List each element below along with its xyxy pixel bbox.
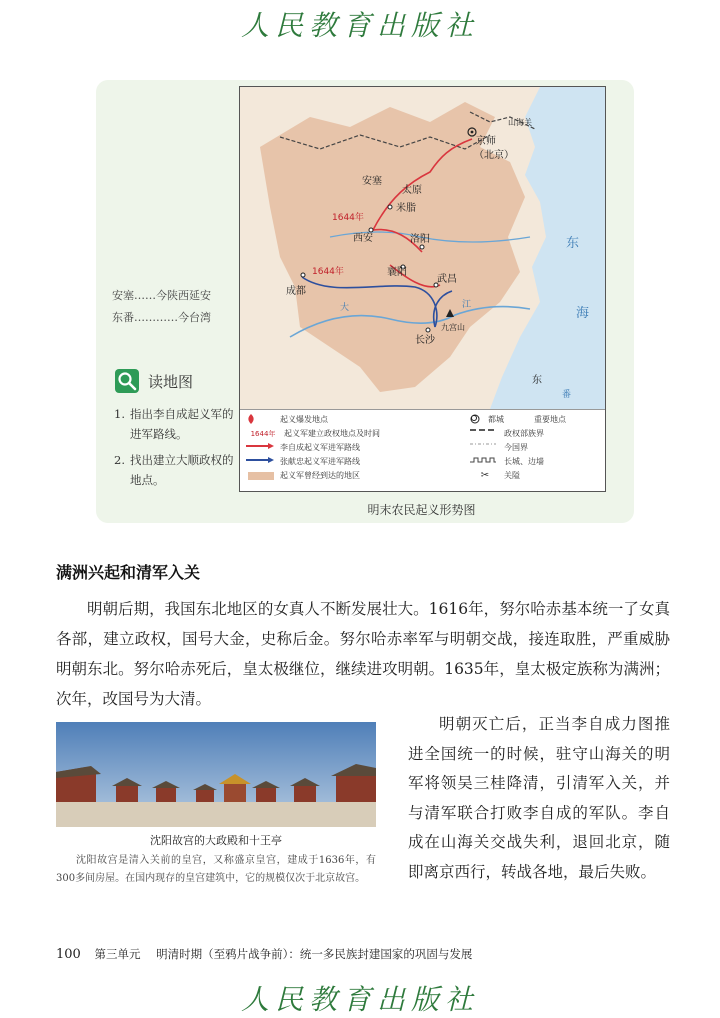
pass-icon: ✂ bbox=[480, 470, 490, 481]
city-icon bbox=[516, 415, 530, 425]
map-label-dong: 东 bbox=[566, 236, 580, 251]
red-arrow-icon bbox=[246, 443, 276, 453]
city-marker bbox=[420, 245, 424, 249]
city-marker bbox=[369, 228, 373, 232]
wall-icon bbox=[470, 457, 500, 467]
section-title: 满洲兴起和清军入关 bbox=[56, 563, 201, 582]
map-label-ansai: 安塞 bbox=[362, 176, 382, 187]
paragraph-2: 明朝灭亡后，正当李自成力图推进全国统一的时候，驻守山海关的明军将领吴三桂降清，引清军入关，并与清军联合打败李自成的军队。李自成在山海关交战失利，退回北京，随即离京西行，转战各地，最后失败。 bbox=[408, 715, 670, 881]
read-map-heading bbox=[114, 368, 193, 394]
photo-caption: 沈阳故宫的大政殿和十王亭 bbox=[150, 834, 282, 847]
map-legend bbox=[240, 409, 605, 492]
map-drawing bbox=[240, 87, 605, 409]
map-label-year-xian: 1644年 bbox=[332, 213, 364, 223]
area-swatch bbox=[246, 471, 276, 481]
unit-title: 明清时期（至鸦片战争前）：统一多民族封建国家的巩固与发展 bbox=[156, 947, 473, 961]
legend-pass: ✂ 关隘 bbox=[470, 470, 520, 481]
legend-lizicheng: 李自成起义军进军路线 bbox=[246, 442, 360, 453]
map-label-year-chengdu: 1644年 bbox=[312, 267, 344, 277]
map-label-changsha: 长沙 bbox=[415, 335, 435, 346]
read-map-list bbox=[114, 404, 234, 496]
map-caption: 明末农民起义形势图 bbox=[367, 503, 476, 517]
border-line-icon bbox=[470, 443, 500, 453]
read-map-item: 2. 找出建立大顺政权的地点。 bbox=[114, 453, 234, 487]
magnifier-icon bbox=[114, 368, 140, 394]
city-marker bbox=[426, 328, 430, 332]
read-map-title: 读地图 bbox=[148, 372, 194, 391]
map-label-wuchang: 武昌 bbox=[437, 274, 457, 285]
legend-boundary: 政权部族界 bbox=[470, 428, 544, 439]
legend-area: 起义军曾经到达的地区 bbox=[246, 470, 360, 481]
map-label-xiangyang: 襄阳 bbox=[387, 267, 407, 278]
publisher-logo-bottom: 人民教育出版社 bbox=[240, 983, 479, 1016]
flag-icon: 1644年 bbox=[250, 429, 276, 438]
map-label-taiyuan: 太原 bbox=[402, 185, 422, 196]
uprising-map bbox=[239, 86, 606, 492]
boundary-line-icon bbox=[470, 429, 500, 439]
legend-zhangxianzhong: 张献忠起义军进军路线 bbox=[246, 456, 360, 467]
map-label-jingshi: 京师 bbox=[476, 136, 496, 147]
paragraph-1: 明朝后期，我国东北地区的女真人不断发展壮大。1616年，努尔哈赤基本统一了女真各部，建立政权，国号大金，史称后金。努尔哈赤率军与明朝交战，接连取胜，严重威胁明朝东北。努尔哈赤死后，皇太极继位，继续进攻明朝。1635年，皇太极定族称为满洲；次年，改国号为大清。 bbox=[56, 600, 670, 708]
map-label-chengdu: 成都 bbox=[286, 286, 306, 297]
photo-note: 沈阳故宫是清入关前的皇宫，又称盛京皇宫，建成于1636年，有300多间房屋。在国内现存的皇宫建筑中，它的规模仅次于北京故宫。 bbox=[56, 855, 376, 884]
legend-regime: 1644年 起义军建立政权地点及时间 bbox=[246, 428, 380, 439]
page-footer bbox=[56, 946, 472, 962]
map-label-mizhi: 米脂 bbox=[396, 203, 416, 214]
shenyang-palace-photo bbox=[56, 722, 376, 827]
map-label-river-jiang: 江 bbox=[462, 300, 472, 310]
map-label-luoyang: 洛阳 bbox=[410, 234, 430, 245]
flame-icon bbox=[246, 415, 276, 425]
unit-label: 第三单元 bbox=[94, 947, 141, 961]
map-label-shanhaiguan: 山海关 bbox=[508, 118, 532, 127]
city-marker bbox=[388, 205, 392, 209]
capital-dot bbox=[471, 131, 474, 134]
map-label-xian: 西安 bbox=[353, 233, 373, 244]
side-note-ansai: 安塞……今陕西延安 bbox=[112, 289, 211, 302]
side-notes bbox=[112, 285, 237, 329]
map-label-dongfan-b: 番 bbox=[562, 390, 572, 400]
map-label-beijing: （北京） bbox=[474, 150, 514, 161]
legend-uprising: 起义爆发地点 bbox=[246, 414, 328, 425]
publisher-logo-top: 人民教育出版社 bbox=[240, 9, 479, 42]
read-map-item: 1. 指出李自成起义军的进军路线。 bbox=[114, 407, 234, 441]
map-label-hai: 海 bbox=[576, 306, 590, 321]
map-label-dongfan-a: 东 bbox=[532, 375, 542, 386]
legend-wall: 长城、边墙 bbox=[470, 456, 544, 467]
page-number: 100 bbox=[56, 947, 81, 962]
blue-arrow-icon bbox=[246, 457, 276, 467]
city-marker bbox=[301, 273, 305, 277]
legend-capital: 都城 重要地点 bbox=[470, 414, 566, 425]
side-note-dongfan: 东番…………今台湾 bbox=[112, 311, 211, 324]
map-label-jiugongshan: 九宫山 bbox=[441, 323, 465, 332]
map-label-river-da: 大 bbox=[340, 303, 350, 313]
legend-modern-border: 今国界 bbox=[470, 442, 528, 453]
